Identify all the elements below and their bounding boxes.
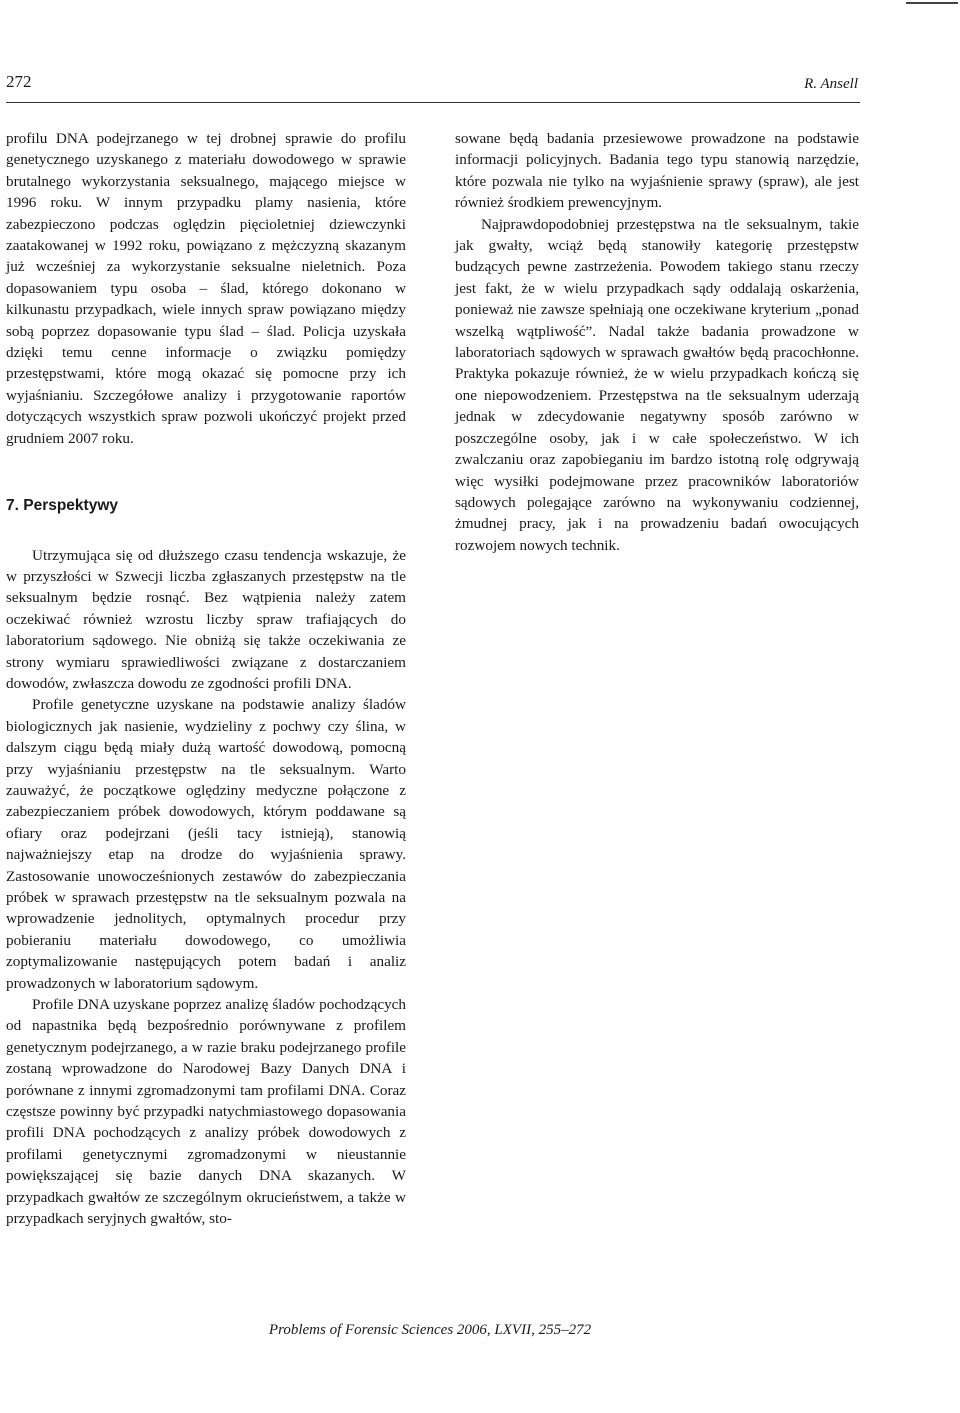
right-paragraph-2: Najprawdopodobniej przestępstwa na tle seksualnym, takie jak gwałty, wciąż będą stanowiły kategorię przestępstw budzących pewne zastrzeżenia. Powodem takiego stanu rzeczy jest fakt, że w wielu przypadkach sądy oddalają oskarżenia, ponieważ nie zawsze spełniają one oczekiwane kryterium „ponad wszelką wątpliwość”. Nadal także badania prowadzone w laboratoriach sądowych w sprawach gwałtów będą pracochłonne. Praktyka pokazuje również, że w wielu przypadkach kończą się one niepowodzeniem. Przestępstwa na tle seksualnym uderzają jednak w zdecydowanie negatywny sposób zarówno w poszczególne osoby, jak i w całe społeczeństwo. W ich zwalczaniu oraz zapobieganiu im bardzo istotną rolę odgrywają więc wysiłki podejmowane przez pracowników laboratoriów sądowych polegające zarówno na wykonywaniu codziennej, żmudnej pracy, jak i na prowadzeniu badań owocujących rozwojem nowych technik. bbox=[455, 215, 859, 554]
footer-journal-text: Problems of Forensic Sciences 2006, LXVII, 255–272 bbox=[268, 1322, 592, 1338]
footer-journal-citation bbox=[0, 1322, 860, 1339]
right-paragraph-1: sowane będą badania przesiewowe prowadzone na podstawie informacji policyjnych. Badania tego typu stanowią narzędzie, które pozwala nie tylko na wyjaśnienie sprawy (spraw), ale jest również środkiem prewencyjnym. bbox=[455, 130, 859, 212]
left-paragraph-1: profilu DNA podejrzanego w tej drobnej sprawie do profilu genetycznego uzyskanego z materiału dowodowego w sprawie brutalnego wykorzystania seksualnego, mającego miejsce w 1996 roku. W innym przypadku plamy nasienia, które zabezpieczono podczas oględzin pięcioletniej dziewczynki zaatakowanej w 1992 roku, powiązano z mężczyzną skazanym już wcześniej za wykorzystanie seksualne nieletnich. Poza dopasowaniem typu osoba – ślad, którego dokonano w kilkunastu przypadkach, wiele innych spraw powiązano między sobą poprzez dopasowanie typu ślad – ślad. Policja uzyskała dzięki temu cenne informacje o związku pomiędzy przestępstwami, które mogą okazać się pomocne przy ich wyjaśnianiu. Szczegółowe analizy i przygotowanie raportów dotyczących wszystkich spraw pozwoli ukończyć projekt przed grudniem 2007 roku. bbox=[6, 130, 406, 447]
header-rule bbox=[6, 102, 860, 103]
corner-crop-mark bbox=[906, 2, 958, 4]
right-column bbox=[455, 128, 859, 556]
running-head-author: R. Ansell bbox=[804, 76, 858, 92]
left-paragraph-3: Profile genetyczne uzyskane na podstawie analizy śladów biologicznych jak nasienie, wydzieliny z pochwy czy ślina, w dalszym ciągu będą miały dużą wartość dowodową, pomocną przy wyjaśnianiu przestępstw na tle seksualnym. Warto zauważyć, że początkowe oględziny medyczne połączone z zabezpieczaniem próbek dowodowych, którym poddawane są ofiary oraz podejrzani (jeśli tacy istnieją), stanowią najważniejszy etap na drodze do wyjaśnienia sprawy. Zastosowanie unowocześnionych zestawów do zabezpieczania próbek w sprawach przestępstw na tle seksualnym pozwala na wprowadzenie jednolitych, optymalnych procedur przy pobieraniu materiału dowodowego, co umożliwia zoptymalizowanie następujących potem badań i analiz prowadzonych w laboratorium sądowym. bbox=[6, 696, 406, 992]
left-paragraph-4: Profile DNA uzyskane poprzez analizę śladów pochodzących od napastnika będą bezpośrednio porównywane z profilem genetycznym podejrzanego, a w razie braku podejrzanego profile zostaną wprowadzone do Narodowej Bazy Danych DNA i porównane z innymi zgromadzonymi tam profilami DNA. Coraz częstsze powinny być przypadki natychmiastowego dopasowania profili DNA pochodzących z analizy próbek dowodowych z profilami genetycznymi zgromadzonymi w nieustannie powiększającej się bazie danych DNA skazanych. W przypadkach gwałtów ze szczególnym okrucieństwem, a także w przypadkach seryjnych gwałtów, sto- bbox=[6, 996, 406, 1228]
left-column bbox=[6, 128, 406, 1230]
section-heading: 7. Perspektywy bbox=[6, 497, 119, 515]
left-paragraph-2: Utrzymująca się od dłuższego czasu tendencja wskazuje, że w przyszłości w Szwecji liczba zgłaszanych przestępstw na tle seksualnym będzie rosnąć. Bez wątpienia należy zatem oczekiwać również wzrostu liczby spraw trafiających do laboratorium sądowego. Nie obniżą się także oczekiwania ze strony wymiaru sprawiedliwości związane z dostarczaniem dowodów, zwłaszcza dowodu ze zgodności profili DNA. bbox=[6, 546, 406, 692]
page-number: 272 bbox=[6, 72, 32, 91]
